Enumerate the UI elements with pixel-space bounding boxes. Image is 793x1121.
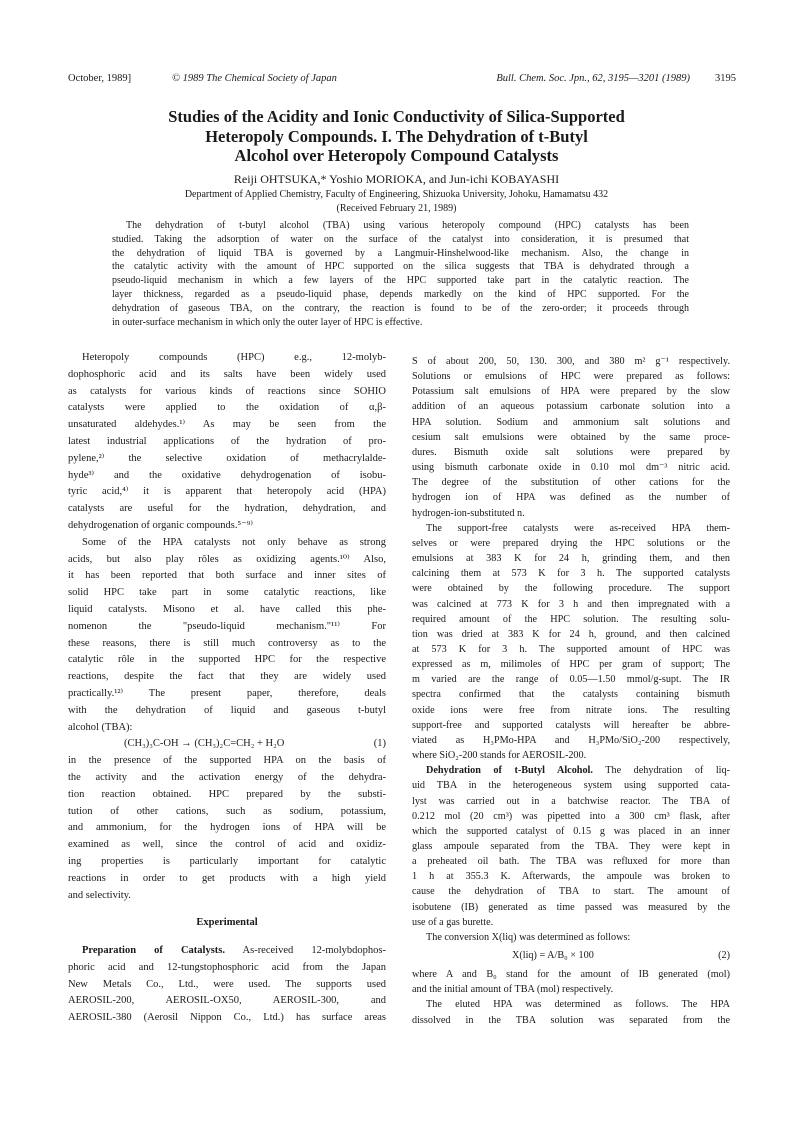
body-line: nomenon the "pseudo-liquid mechanism."¹¹⁾ For xyxy=(68,620,386,632)
body-line: examined as well, since the control of acid and oxidiz- xyxy=(68,839,386,851)
body-line: oxide ions were free from nitrate ions. The resulting xyxy=(412,704,730,716)
body-line: with the dehydration of liquid and gaseous t-butyl xyxy=(68,704,386,716)
body-line: reactions in order to get products with a high yield xyxy=(68,872,386,884)
body-line xyxy=(68,943,386,960)
body-line: selves or were prepared drying the HPC solutions or the xyxy=(412,537,730,549)
body-line: HPA solution. Sodium and ammonium salt solutions and xyxy=(412,416,730,428)
body-line: cesium salt emulsions were obtained by the same proce- xyxy=(412,431,730,443)
body-line xyxy=(412,763,730,778)
body-line: dures. Bismuth oxide salt solutions were prepared by xyxy=(412,446,730,458)
header-journal: Bull. Chem. Soc. Jpn., 62, 3195—3201 (1989) xyxy=(496,73,690,84)
body-line: AEROSIL-200, AEROSIL-OX50, AEROSIL-300, and xyxy=(68,995,386,1007)
body-line: liquid catalysts. Misono et al. have called this phe- xyxy=(68,603,386,615)
body-line: pylene,²⁾ the selective oxidation of methacrylalde- xyxy=(68,452,386,464)
run-in-heading: Dehydration of t-Butyl Alcohol. xyxy=(426,765,593,777)
body-line: where SiO₂-200 stands for AEROSIL-200. xyxy=(412,750,587,762)
body-line: Some of the HPA catalysts not only behave as strong xyxy=(82,536,386,548)
body-line: tion reaction obtained. HPC prepared by the substi- xyxy=(68,788,386,800)
body-line: required amount of the HPC solution. The resulting solu- xyxy=(412,613,730,625)
body-text: The dehydration of liq- xyxy=(592,765,730,777)
body-line: tion was dried at 383 K for 24 h, ground, and then calcined xyxy=(412,628,730,640)
body-line: New Metals Co., Ltd., were used. The supports used xyxy=(68,978,386,990)
section-heading: Experimental xyxy=(196,917,258,929)
title-line: Heteropoly Compounds. I. The Dehydration of t-Butyl xyxy=(205,126,588,146)
affiliation: Department of Applied Chemistry, Faculty of Engineering, Shizuoka University, Johoku, Hamamatsu 432 xyxy=(184,189,609,200)
running-header xyxy=(68,71,736,87)
body-line: S of about 200, 50, 130. 300, and 380 m² g⁻¹ respectively. xyxy=(412,356,730,367)
body-line: solid HPC take part in some catalytic reactions, like xyxy=(68,587,386,599)
body-line: The support-free catalysts were as-received HPA them- xyxy=(426,522,730,534)
body-line: The eluted HPA was determined as follows. The HPA xyxy=(426,999,730,1011)
body-line: lyst was carried out in a batchwise reactor. The TBA of xyxy=(412,795,730,807)
body-line: catalytic rôle in the supported HPC for the respective xyxy=(68,654,386,666)
body-line: uid TBA in the heterogeneous system using supported cata- xyxy=(412,780,730,792)
body-line: isobutene (IB) generated as time passed was measured by the xyxy=(412,901,730,913)
equation-number: (1) xyxy=(373,738,386,750)
abstract-line: pseudo-liquid mechanism in which a few layers of the HPC supported take part in the catalytic reaction. The xyxy=(112,275,689,287)
body-line: hydrogen-ion-substituted n. xyxy=(412,507,525,519)
body-text: As-received 12-molybdophos- xyxy=(225,945,386,957)
body-line: catalysts were applied to the oxidation of α,β- xyxy=(68,402,386,414)
equation-2 xyxy=(412,945,730,967)
body-line: hyde³⁾ and the oxidative dehydrogenation of isobu- xyxy=(68,469,386,481)
body-line: dehydrogenation of organic compounds.⁵⁻⁹⁾ xyxy=(68,519,253,531)
body-line: The degree of the substitution of other cations for the xyxy=(412,477,730,489)
abstract xyxy=(112,219,689,329)
equation-number: (2) xyxy=(718,950,730,962)
body-line: emulsions at 383 K for 24 h, grinding them, and then xyxy=(412,553,730,565)
title-line: Studies of the Acidity and Ionic Conductivity of Silica-Supported xyxy=(168,107,625,126)
body-line: unsaturated aldehydes.¹⁾ As may be seen from the xyxy=(68,419,386,431)
equation-1 xyxy=(68,736,386,753)
body-line: viated as H₃PMo-HPA and H₃PMo/SiO₂-200 respectively, xyxy=(412,734,730,746)
body-line: dophosphoric acid and its salts have been widely used xyxy=(68,368,386,380)
body-line: a preheated oil bath. The TBA was refluxed for more than xyxy=(412,856,730,868)
header-date: October, 1989] xyxy=(68,73,132,84)
received-date: (Received February 21, 1989) xyxy=(336,203,457,214)
body-line: using bismuth carbonate oxide in 0.10 mol dm⁻³ nitric acid. xyxy=(412,462,730,474)
body-line: were obtained by the following procedure. The support xyxy=(412,583,730,595)
body-line: m varied are the range of 0.05—1.50 mmol/g-supt. The IR xyxy=(412,674,730,686)
abstract-line: the catalytic activity with the amount of HPC supported on the silica suggests that TBA is dehydrated through a xyxy=(112,261,689,273)
page-number: 3195 xyxy=(715,73,736,84)
abstract-line: layer thickness, regarded as a pseudo-liquid phase, depends markedly on the kind of HPC supported. For the xyxy=(112,288,689,300)
paper-title xyxy=(90,107,703,166)
body-line: the activity and the activation energy of the dehydra- xyxy=(68,771,386,783)
body-line: it has been reported that both surface and inner sites of xyxy=(68,570,386,582)
right-column xyxy=(412,354,730,1028)
body-line: phoric acid and 12-tungstophosphoric acid from the Japan xyxy=(68,961,386,973)
body-line: and the initial amount of TBA (mol) respectively. xyxy=(412,984,614,996)
abstract-line: dehydration of gaseous TBA, on the contrary, the reaction is found to be of the zero-order; it proceeds through xyxy=(112,302,689,314)
abstract-line: The dehydration of t-butyl alcohol (TBA) using various heteropoly compound (HPC) catalysts has been xyxy=(126,220,689,231)
left-column xyxy=(68,350,386,1027)
body-line: expressed as m, milimoles of HPC per gram of support; The xyxy=(412,659,730,671)
body-line: support-free and supported catalysts will hereafter be abbre- xyxy=(412,719,730,731)
body-line: 1 h at 355.3 K. Afterwards, the ampoule was broken to xyxy=(412,871,730,883)
abstract-line: in outer-surface mechanism in which only the outer layer of HPC is effective. xyxy=(112,316,423,328)
body-line: ing properties is particularly important for catalytic xyxy=(68,855,386,867)
title-line: Alcohol over Heteropoly Compound Catalysts xyxy=(234,146,559,165)
body-line: these reasons, there is still much controversy as to the xyxy=(68,637,386,649)
body-line: AEROSIL-380 (Aerosil Nippon Co., Ltd.) has surface areas xyxy=(68,1012,386,1024)
body-line: acids, but also play rôles as oxidizing agents.¹⁰⁾ Also, xyxy=(68,553,386,565)
body-line: as catalysts for various kinds of reactions since SOHIO xyxy=(68,385,386,397)
body-line: calcining them at 573 K for 3 h. The supported catalysts xyxy=(412,568,730,580)
body-line: glass ampoule separated from the TBA. They were kept in xyxy=(412,841,730,852)
body-line: cause the dehydration of TBA to start. The amount of xyxy=(412,886,730,898)
body-line: was calcined at 773 K for 3 h and then impregnated with a xyxy=(412,598,730,610)
body-line: hydrogen ion of HPA was defined as the number of xyxy=(412,492,730,504)
body-line: practically.¹²⁾ The present paper, therefore, deals xyxy=(68,687,386,699)
body-line: tyric acid,⁴⁾ it is apparent that heteropoly acid (HPA) xyxy=(68,486,386,498)
equation-text: X(liq) = A/B₀ × 100 xyxy=(512,950,594,962)
equation-text: (CH₃)₃C-OH → (CH₃)₂C=CH₂ + H₂O xyxy=(124,738,285,750)
body-line: alcohol (TBA): xyxy=(68,721,133,733)
body-line: The conversion X(liq) was determined as follows: xyxy=(426,931,631,943)
abstract-line: the dehydration of liquid TBA is governed by a Langmuir-Hinshelwood-like mechanism. Also, the change in xyxy=(112,247,689,259)
body-line: tution of other cations, such as sodium, potassium, xyxy=(68,805,386,817)
body-line: and selectivity. xyxy=(68,889,131,901)
body-line: spectra confirmed that the catalysts containing bismuth xyxy=(412,689,730,701)
body-line: 0.212 mol (20 cm³) was pipetted into a 300 cm³ flask, after xyxy=(412,810,730,822)
body-line: Potassium salt emulsions of HPA were prepared by the slow xyxy=(412,386,730,398)
body-line: dissolved in the TBA solution was separated from the xyxy=(412,1014,730,1026)
body-line: addition of an aqueous potassium carbonate solution into a xyxy=(412,401,730,413)
authors: Reiji OHTSUKA,* Yoshio MORIOKA, and Jun-ichi KOBAYASHI xyxy=(233,172,560,186)
body-line: at 573 K for 3 h. The supported amount of HPC was xyxy=(412,643,730,655)
body-line: and ammonium, for the hydrogen ions of HPA will be xyxy=(68,822,386,834)
body-line: latest industrial applications of the hydration of pro- xyxy=(68,435,386,447)
body-line: use of a gas burette. xyxy=(412,916,494,928)
affiliation-block xyxy=(90,188,703,216)
body-line: where A and B₀ stand for the amount of IB generated (mol) xyxy=(412,969,730,981)
run-in-heading: Preparation of Catalysts. xyxy=(82,945,226,957)
body-line: Solutions or emulsions of HPC were prepared as follows: xyxy=(412,371,730,383)
body-line: reactions, despite the fact that they are widely used xyxy=(68,671,386,683)
abstract-line: studied. Taking the adsorption of water on the surface of the catalyst into consideration, it is presumed that xyxy=(112,233,689,245)
header-copyright: © 1989 The Chemical Society of Japan xyxy=(172,73,337,84)
body-line: in the presence of the supported HPA on the basis of xyxy=(68,755,386,767)
body-line: catalysts are useful for the hydration, dehydration, and xyxy=(68,503,386,515)
body-line: which the supported catalyst of 0.15 g was placed in an inner xyxy=(412,825,730,837)
body-line: Heteropoly compounds (HPC) e.g., 12-molyb- xyxy=(82,352,386,363)
